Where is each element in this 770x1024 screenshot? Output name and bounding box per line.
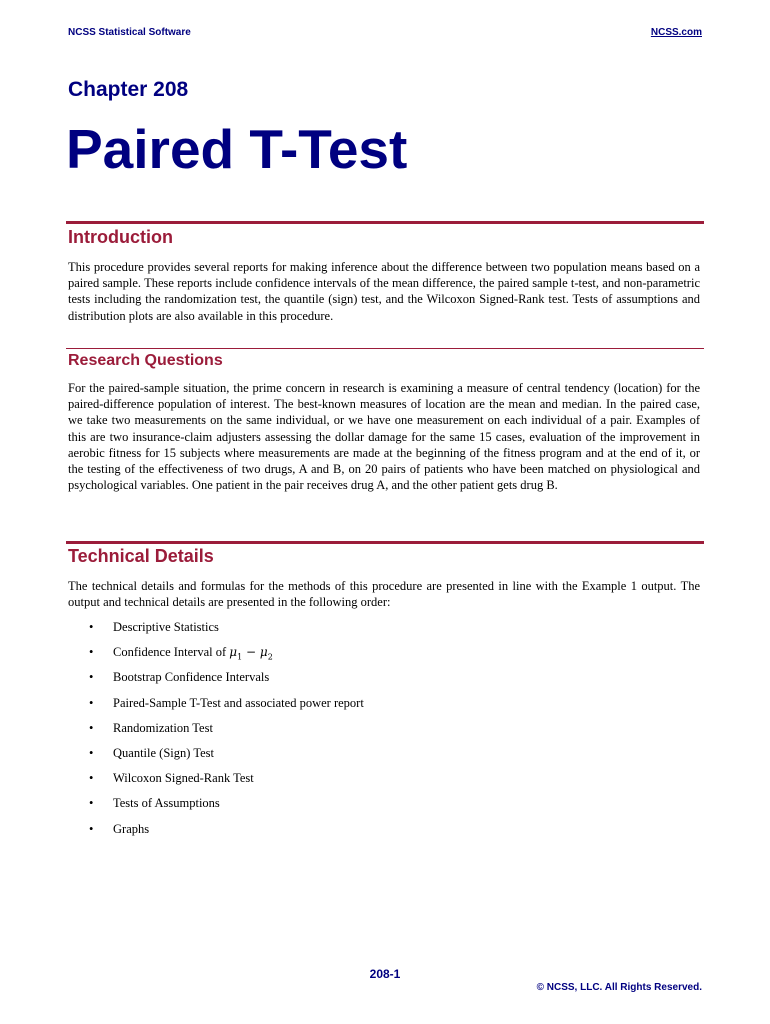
heading-introduction: Introduction — [68, 227, 173, 247]
bullet-icon: • — [89, 821, 94, 836]
list-item-text: Wilcoxon Signed-Rank Test — [113, 771, 254, 786]
list-item-text: Quantile (Sign) Test — [113, 745, 214, 760]
list-item-text: Tests of Assumptions — [113, 796, 220, 811]
bullet-icon: • — [89, 645, 94, 660]
copyright-notice: © NCSS, LLC. All Rights Reserved. — [536, 982, 702, 993]
bullet-icon: • — [89, 771, 94, 786]
document-title: Paired T-Test — [66, 118, 408, 180]
page-number: 208-1 — [369, 967, 401, 981]
bullet-icon: • — [89, 796, 94, 811]
paragraph-research-questions: For the paired-sample situation, the prime concern in research is examining a measure of central tendency (location) for the paired-difference population of interest. The best-known measures of location are the mean and median. In the paired case, we take two measurements on the same individual, or we have one measurement on each individual of a pair. Examples of this are two insurance-claim adjusters assessing the dollar damage for the same 15 cases, evaluation of the improvement in aerobic fitness for 15 subjects where measurements are made at the beginning of the fitness program and at the end of it, or the testing of the effectiveness of two drugs, A and B, on 20 pairs of patients who have been matched on physiological and psychological variables. One patient in the pair receives drug A, and the other patient gets drug B. — [68, 381, 700, 493]
list-item-text: Bootstrap Confidence Intervals — [113, 670, 270, 685]
paragraph-introduction: This procedure provides several reports for making inference about the difference between two population means based on a paired sample. These reports include confidence intervals of the mean difference, the paired sample t-test, and non-parametric tests including the randomization test, the quantile (sign) test, and the Wilcoxon Signed-Rank test. Tests of assumptions and distribution plots are also available in this procedure. — [68, 260, 700, 323]
chapter-number: Chapter 208 — [68, 78, 189, 101]
mean-difference-formula: $\mu_1 - \mu_2$ — [229, 645, 273, 662]
paragraph-technical-details: The technical details and formulas for the methods of this procedure are presented in line with the Example 1 output. The output and technical details are presented in the following order: — [68, 579, 700, 610]
section-divider-introduction — [66, 221, 704, 224]
heading-technical-details: Technical Details — [68, 546, 214, 566]
heading-research-questions: Research Questions — [68, 352, 223, 369]
running-header-software: NCSS Statistical Software — [68, 27, 191, 38]
running-header-link[interactable]: NCSS.com — [650, 27, 702, 38]
list-item-text — [113, 644, 273, 665]
list-item-text: Randomization Test — [113, 720, 213, 735]
bullet-icon: • — [89, 620, 94, 634]
list-item-text: Paired-Sample T-Test and associated power report — [113, 695, 364, 710]
bullet-icon: • — [89, 745, 94, 760]
section-divider-technical-details — [66, 541, 704, 544]
bullet-icon: • — [89, 720, 94, 735]
section-divider-research-questions — [66, 348, 704, 349]
list-item-label: Confidence Interval of — [113, 645, 227, 660]
bullet-icon: • — [89, 695, 94, 710]
list-item-text: Descriptive Statistics — [113, 620, 219, 634]
list-item-text: Graphs — [113, 821, 150, 836]
bullet-icon: • — [89, 670, 94, 685]
